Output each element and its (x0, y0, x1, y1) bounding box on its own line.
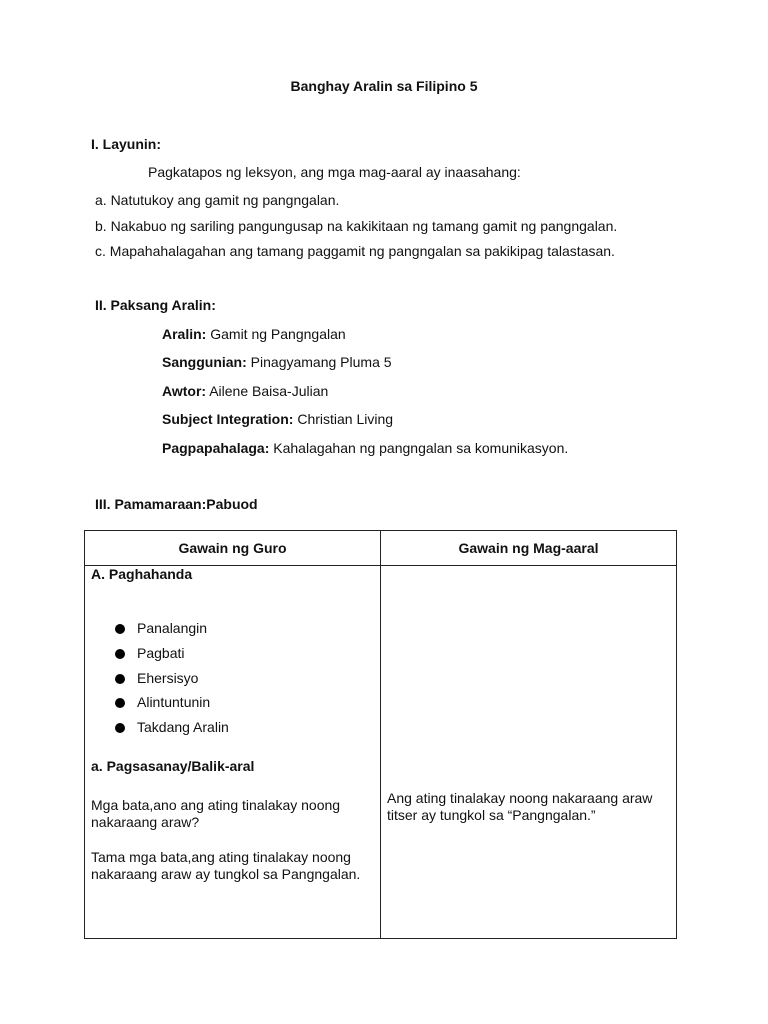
field-value: Gamit ng Pangngalan (210, 326, 346, 342)
layunin-heading: I. Layunin: (91, 136, 161, 152)
field-value: Christian Living (297, 411, 394, 427)
field-value: Ailene Baisa-Julian (209, 383, 329, 399)
bullet-icon (115, 698, 125, 708)
bullet-icon (115, 674, 125, 684)
field-value: Pinagyamang Pluma 5 (250, 354, 392, 370)
table-header-row (85, 531, 677, 566)
paksa-field-aralin (162, 326, 346, 342)
list-item-label: Pagbati (137, 645, 185, 661)
layunin-item-c: c. Mapahahalagahan ang tamang paggamit ng pangngalan sa pakikipag talastasan. (95, 243, 615, 259)
field-label: Subject Integration: (162, 411, 294, 427)
teacher-cell (85, 566, 381, 939)
list-item-label: Alintuntunin (137, 694, 211, 710)
subsection-title: a. Pagsasanay/Balik-aral (91, 758, 255, 774)
list-item-label: Takdang Aralin (137, 719, 229, 735)
bullet-icon (115, 624, 125, 634)
header-gawain-mag-aaral: Gawain ng Mag-aaral (381, 531, 677, 566)
paksa-field-awtor (162, 383, 328, 399)
lesson-table (84, 530, 677, 939)
document-title: Banghay Aralin sa Filipino 5 (290, 78, 478, 94)
paksa-field-pagpapahalaga (162, 440, 568, 456)
paksa-field-subject-integration (162, 411, 393, 427)
header-gawain-guro: Gawain ng Guro (85, 531, 381, 566)
layunin-item-b: b. Nakabuo ng sariling pangungusap na kakikitaan ng tamang gamit ng pangngalan. (95, 218, 618, 234)
layunin-intro: Pagkatapos ng leksyon, ang mga mag-aaral ay inaasahang: (148, 164, 521, 180)
student-answer: Ang ating tinalakay noong nakaraang araw titser ay tungkol sa “Pangngalan.” (387, 790, 653, 823)
bullet-icon (115, 723, 125, 733)
field-value: Kahalagahan ng pangngalan sa komunikasyon. (273, 440, 569, 456)
table-row (85, 566, 677, 939)
list-item-label: Ehersisyo (137, 670, 199, 686)
pamamaraan-heading: III. Pamamaraan:Pabuod (95, 496, 258, 512)
field-label: Aralin: (162, 326, 207, 342)
list-item-label: Panalangin (137, 620, 208, 636)
field-label: Awtor: (162, 383, 207, 399)
teacher-response: Tama mga bata,ang ating tinalakay noong nakaraang araw ay tungkol sa Pangngalan. (91, 849, 361, 882)
bullet-icon (115, 649, 125, 659)
student-cell (381, 566, 677, 939)
teacher-question: Mga bata,ano ang ating tinalakay noong nakaraang araw? (91, 797, 341, 830)
paksa-heading: II. Paksang Aralin: (95, 297, 216, 313)
paksa-field-sanggunian (162, 354, 392, 370)
field-label: Sanggunian: (162, 354, 247, 370)
layunin-item-a: a. Natutukoy ang gamit ng pangngalan. (95, 192, 340, 208)
section-title: A. Paghahanda (91, 566, 193, 582)
field-label: Pagpapahalaga: (162, 440, 270, 456)
